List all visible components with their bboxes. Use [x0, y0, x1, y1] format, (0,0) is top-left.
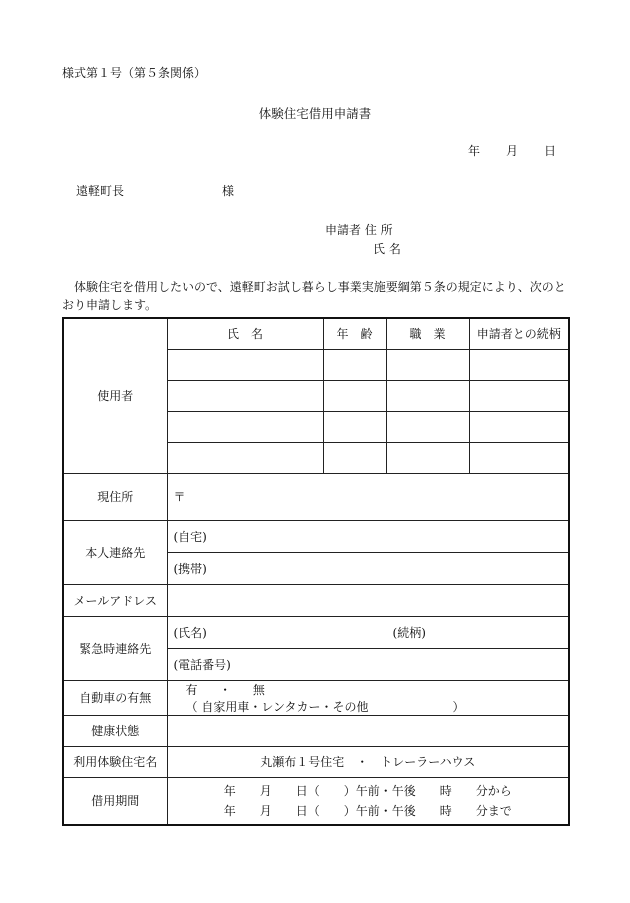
contact-home-label: (自宅)	[173, 529, 207, 544]
form-number: 様式第１号（第５条関係）	[62, 66, 207, 80]
car-no-option[interactable]: 無	[252, 682, 265, 697]
date-year: 年	[468, 144, 481, 158]
col-age: 年 齢	[323, 318, 386, 349]
col-job: 職 業	[386, 318, 469, 349]
document-title: 体験住宅借用申請書	[258, 106, 372, 121]
user-relation-cell[interactable]	[469, 442, 569, 473]
user-job-cell[interactable]	[386, 380, 469, 411]
house-label: 利用体験住宅名	[63, 746, 167, 777]
emergency-name-field[interactable]	[167, 616, 569, 648]
period-to: 年 月 日（ ）午前・午後 時 分まで	[223, 803, 512, 818]
car-separator: ・	[219, 682, 232, 697]
col-relation: 申請者との続柄	[469, 318, 569, 349]
period-field[interactable]	[167, 777, 569, 825]
emergency-relation-label: (続柄)	[392, 625, 426, 640]
user-age-cell[interactable]	[323, 411, 386, 442]
period-label: 借用期間	[63, 777, 167, 825]
user-age-cell[interactable]	[323, 380, 386, 411]
health-label: 健康状態	[63, 715, 167, 746]
email-field[interactable]	[167, 584, 569, 616]
house-field[interactable]: 丸瀬布１号住宅 ・ トレーラーハウス	[167, 746, 569, 777]
user-name-cell[interactable]	[167, 411, 323, 442]
contact-mobile-field[interactable]	[167, 552, 569, 584]
emergency-phone-label: (電話番号)	[173, 657, 231, 672]
current-address-label: 現住所	[63, 473, 167, 520]
car-label: 自動車の有無	[63, 680, 167, 715]
postal-mark: 〒	[173, 490, 186, 504]
emergency-phone-field[interactable]	[167, 648, 569, 680]
date-line	[468, 142, 556, 159]
car-field[interactable]	[167, 680, 569, 715]
user-job-cell[interactable]	[386, 411, 469, 442]
applicant-name-label: 氏 名	[373, 242, 401, 256]
emergency-name-label: (氏名)	[173, 625, 207, 640]
user-relation-cell[interactable]	[469, 411, 569, 442]
current-address-field[interactable]	[167, 473, 569, 520]
emergency-label: 緊急時連絡先	[63, 616, 167, 680]
contact-mobile-label: (携帯)	[173, 561, 207, 576]
car-yes-option[interactable]: 有	[185, 682, 198, 697]
col-name: 氏 名	[167, 318, 323, 349]
user-job-cell[interactable]	[386, 442, 469, 473]
application-table	[62, 317, 570, 826]
user-name-cell[interactable]	[167, 349, 323, 380]
contact-home-field[interactable]	[167, 520, 569, 552]
user-job-cell[interactable]	[386, 349, 469, 380]
user-relation-cell[interactable]	[469, 349, 569, 380]
addressee: 遠軽町長	[76, 184, 125, 198]
users-label: 使用者	[63, 318, 167, 473]
honorific: 様	[222, 184, 235, 198]
date-month: 月	[506, 144, 519, 158]
period-from: 年 月 日（ ）午前・午後 時 分から	[223, 783, 512, 798]
user-age-cell[interactable]	[323, 442, 386, 473]
applicant-address-label: 申請者 住 所	[325, 223, 393, 237]
email-label: メールアドレス	[63, 584, 167, 616]
user-relation-cell[interactable]	[469, 380, 569, 411]
user-age-cell[interactable]	[323, 349, 386, 380]
user-name-cell[interactable]	[167, 380, 323, 411]
user-name-cell[interactable]	[167, 442, 323, 473]
contact-label: 本人連絡先	[63, 520, 167, 584]
date-day: 日	[544, 144, 557, 158]
intro-text: 体験住宅を借用したいので、遠軽町お試し暮らし事業実施要綱第５条の規定により、次のとおり申請します。	[62, 280, 566, 312]
car-type-detail: （ 自家用車・レンタカー・その他 ）	[185, 699, 465, 714]
health-field[interactable]	[167, 715, 569, 746]
